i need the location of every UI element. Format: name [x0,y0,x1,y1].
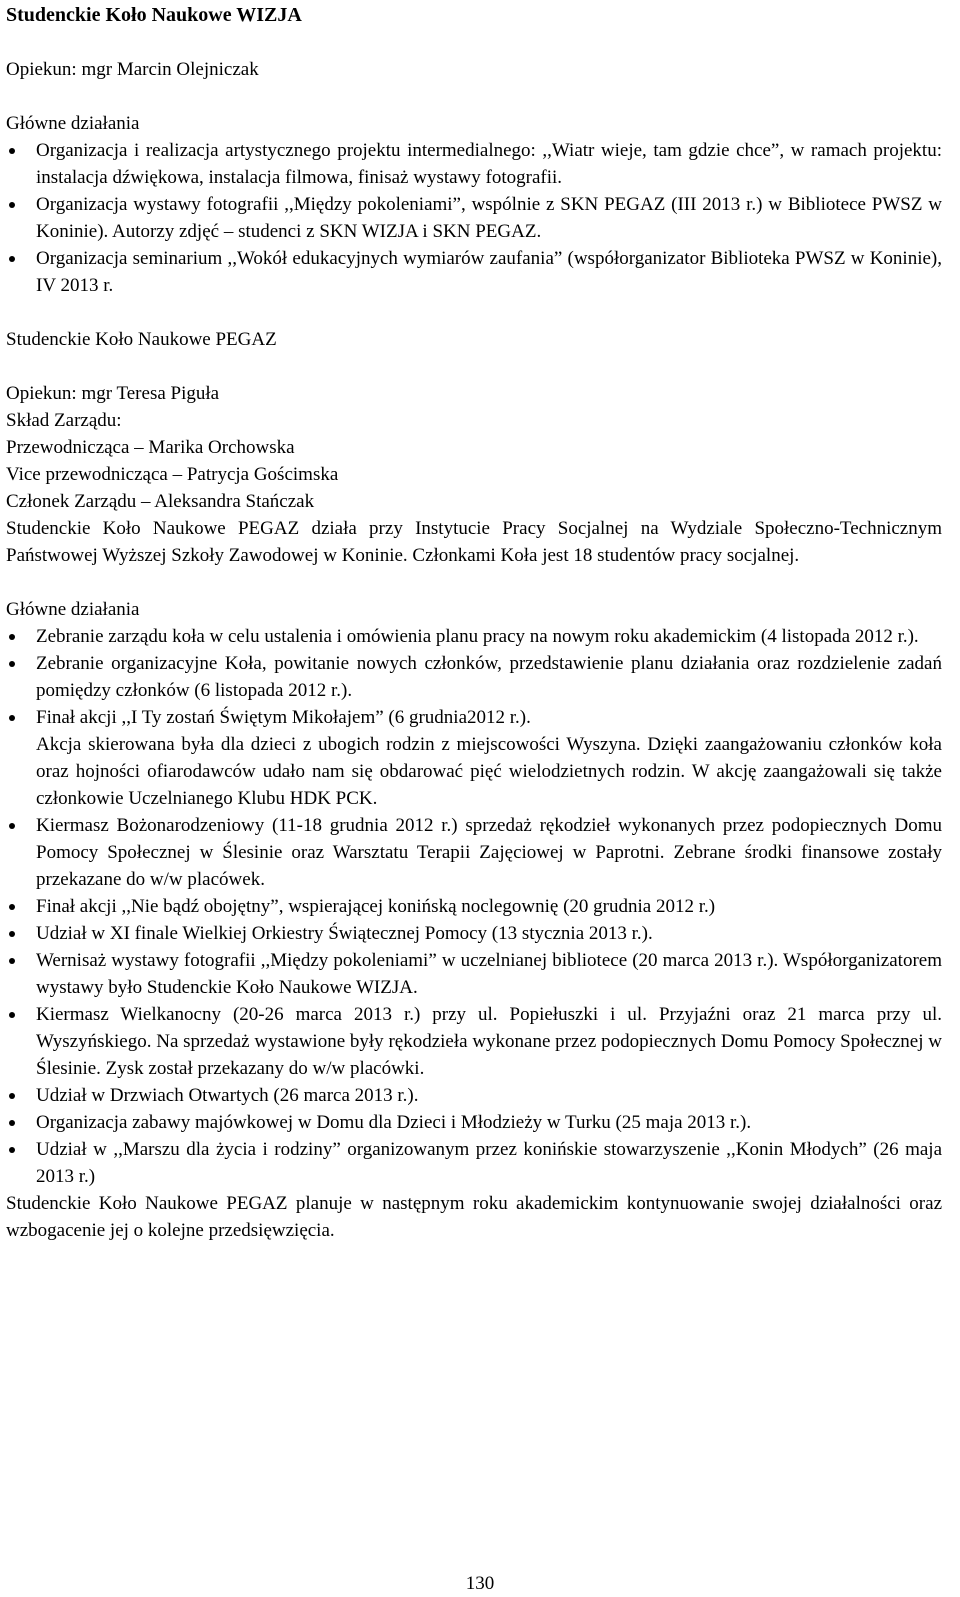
list-item-continuation: Akcja skierowana była dla dzieci z ubogich rodzin z miejscowości Wyszyna. Dzięki zaangażowaniu członków koła oraz hojności ofiarodawców udało nam się obdarować pięć wielodzietnych rodzin. W akcję zaangażowali się także członkowie Uczelnianego Klubu HDK PCK. [36,734,942,809]
pegaz-supervisor: Opiekun: mgr Teresa Piguła [6,383,220,404]
list-item: Wernisaż wystawy fotografii ,,Między pokoleniami” w uczelnianej bibliotece (20 marca 2013 r.). Współorganizatorem wystawy było Studenckie Koło Naukowe WIZJA. [6,947,942,1001]
wizja-activities-list [6,137,942,299]
list-item: Organizacja seminarium ,,Wokół edukacyjnych wymiarów zaufania” (współorganizator Biblioteka PWSZ w Koninie), IV 2013 r. [6,245,942,299]
list-item: Kiermasz Wielkanocny (20-26 marca 2013 r.) przy ul. Popiełuszki i ul. Przyjaźni oraz 21 marca przy ul. Wyszyńskiego. Na sprzedaż wystawione były rękodzieła wykonane przez podopiecznych Domu Pomocy Społecznej w Ślesinie. Zysk został przekazany do w/w placówki. [6,1001,942,1082]
pegaz-board-member: Vice przewodnicząca – Patrycja Gościmska [6,464,339,485]
pegaz-title: Studenckie Koło Naukowe PEGAZ [6,329,277,350]
list-item: Zebranie zarządu koła w celu ustalenia i omówienia planu pracy na nowym roku akademickim (4 listopada 2012 r.). [6,623,942,650]
list-item: Finał akcji ,,I Ty zostań Świętym Mikołajem” (6 grudnia2012 r.). [6,704,942,731]
list-item: Kiermasz Bożonarodzeniowy (11-18 grudnia 2012 r.) sprzedaż rękodzieł wykonanych przez podopiecznych Domu Pomocy Społecznej w Ślesinie oraz Warsztatu Terapii Zajęciowej w Paprotni. Zebrane środki finansowe zostały przekazane do w/w placówek. [6,812,942,893]
pegaz-activities-heading: Główne działania [6,599,140,620]
list-item: Organizacja i realizacja artystycznego projektu intermedialnego: ,,Wiatr wieje, tam gdzie chce”, w ramach projektu: instalacja dźwiękowa, instalacja filmowa, finisaż wystawy fotografii. [6,137,942,191]
wizja-title: Studenckie Koło Naukowe WIZJA [6,4,302,26]
list-item: Udział w ,,Marszu dla życia i rodziny” organizowanym przez konińskie stowarzyszenie ,,Konin Młodych” (26 maja 2013 r.) [6,1136,942,1190]
page-number: 130 [465,1573,495,1594]
list-item: Zebranie organizacyjne Koła, powitanie nowych członków, przedstawienie planu działania oraz rozdzielenie zadań pomiędzy członków (6 listopada 2012 r.). [6,650,942,704]
wizja-supervisor: Opiekun: mgr Marcin Olejniczak [6,59,259,80]
list-item: Udział w XI finale Wielkiej Orkiestry Świątecznej Pomocy (13 stycznia 2013 r.). [6,920,942,947]
list-item: Udział w Drzwiach Otwartych (26 marca 2013 r.). [6,1082,942,1109]
pegaz-closing: Studenckie Koło Naukowe PEGAZ planuje w następnym roku akademickim kontynuowanie swojej działalności oraz wzbogacenie jej o kolejne przedsięwzięcia. [6,1193,942,1241]
list-item: Organizacja wystawy fotografii ,,Między pokoleniami”, wspólnie z SKN PEGAZ (III 2013 r.) w Bibliotece PWSZ w Koninie). Autorzy zdjęć – studenci z SKN WIZJA i SKN PEGAZ. [6,191,942,245]
list-item: Finał akcji ,,Nie bądź obojętny”, wspierającej konińską noclegownię (20 grudnia 2012 r.) [6,893,942,920]
list-item: Organizacja zabawy majówkowej w Domu dla Dzieci i Młodzieży w Turku (25 maja 2013 r.). [6,1109,942,1136]
pegaz-board-heading: Skład Zarządu: [6,410,122,431]
pegaz-description: Studenckie Koło Naukowe PEGAZ działa przy Instytucie Pracy Socjalnej na Wydziale Społeczno-Technicznym Państwowej Wyższej Szkoły Zawodowej w Koninie. Członkami Koła jest 18 studentów pracy socjalnej. [6,518,942,566]
pegaz-board-member: Członek Zarządu – Aleksandra Stańczak [6,491,315,512]
pegaz-activities-list [6,623,942,731]
wizja-activities-heading: Główne działania [6,113,140,134]
pegaz-board-member: Przewodnicząca – Marika Orchowska [6,437,295,458]
document-page [6,0,942,1244]
pegaz-activities-list-cont [6,812,942,1190]
